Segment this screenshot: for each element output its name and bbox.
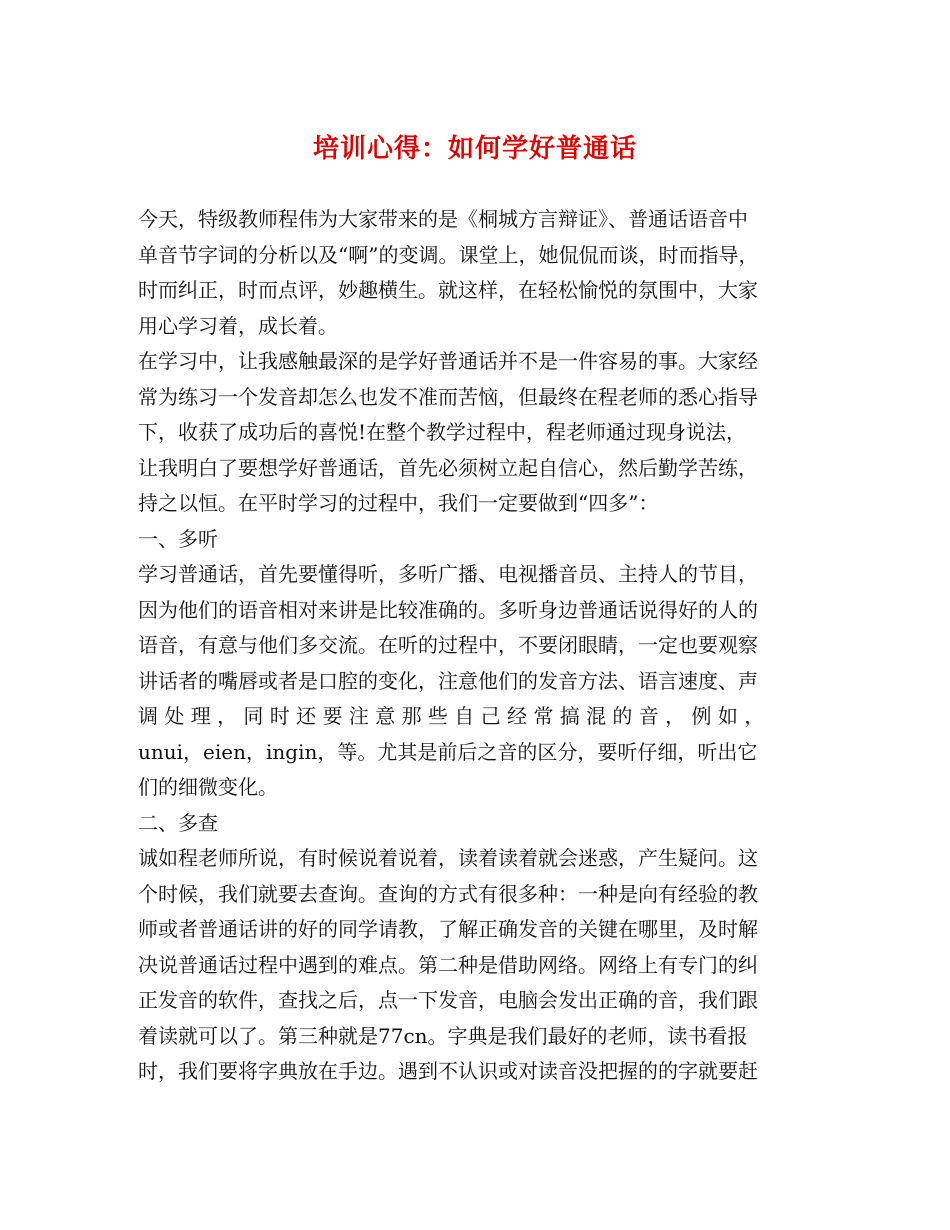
body-line: 个时候，我们就要去查询。查询的方式有很多种：一种是向有经验的教	[138, 881, 758, 906]
body-line: 学习普通话，首先要懂得听，多听广播、电视播音员、主持人的节目，	[138, 562, 758, 586]
body-line: 持之以恒。在平时学习的过程中，我们一定要做到“四多”：	[138, 491, 659, 515]
body-line: 着读就可以了。第三种就是77cn。字典是我们最好的老师，读书看报	[138, 1023, 748, 1048]
body-line: unui，eien，ingin，等。尤其是前后之音的区分，要听仔细，听出它	[138, 739, 758, 764]
body-line: 时，我们要将字典放在手边。遇到不认识或对读音没把握的的字就要赶	[138, 1059, 758, 1083]
body-line: 师或者普通话讲的好的同学请教，了解正确发音的关键在哪里，及时解	[138, 917, 758, 941]
document-title: 培训心得：如何学好普通话	[312, 134, 637, 164]
body-line: 今天，特级教师程伟为大家带来的是《桐城方言辩证》、普通话语音中	[138, 207, 748, 231]
body-line: 让我明白了要想学好普通话，首先必须树立起自信心，然后勤学苦练，	[138, 455, 758, 480]
body-line: 语音，有意与他们多交流。在听的过程中，不要闭眼睛，一定也要观察	[138, 633, 758, 657]
body-line: 时而纠正，时而点评，妙趣横生。就这样，在轻松愉悦的氛围中，大家	[138, 278, 758, 302]
section-heading-listen: 一、多听	[138, 526, 218, 551]
body-line: 单音节字词的分析以及“啊”的变调。课堂上，她侃侃而谈，时而指导，	[138, 242, 759, 267]
body-line: 决说普通话过程中遇到的难点。第二种是借助网络。网络上有专门的纠	[138, 952, 758, 977]
document-body	[138, 202, 828, 1090]
body-line: 正发音的软件，查找之后，点一下发音，电脑会发出正确的音，我们跟	[138, 988, 758, 1012]
body-line: 讲话者的嘴唇或者是口腔的变化，注意他们的发音方法、语言速度、声	[138, 668, 758, 693]
body-line: 在学习中，让我感触最深的是学好普通话并不是一件容易的事。大家经	[138, 349, 758, 373]
body-line: 因为他们的语音相对来讲是比较准确的。多听身边普通话说得好的人的	[138, 597, 758, 622]
body-line: 们的细微变化。	[138, 775, 278, 799]
body-line: 下，收获了成功后的喜悦!在整个教学过程中，程老师通过现身说法，	[138, 420, 747, 444]
body-line: 调 处 理 ， 同 时 还 要 注 意 那 些 自 己 经 常 搞 混 的 音 ， 例 如 ，	[138, 704, 765, 728]
body-line: 用心学习着，成长着。	[138, 313, 338, 338]
body-line: 常为练习一个发音却怎么也发不准而苦恼，但最终在程老师的悉心指导	[138, 384, 758, 409]
section-heading-check: 二、多查	[138, 810, 218, 835]
body-line: 诚如程老师所说，有时候说着说着，读着读着就会迷惑，产生疑问。这	[138, 846, 758, 870]
